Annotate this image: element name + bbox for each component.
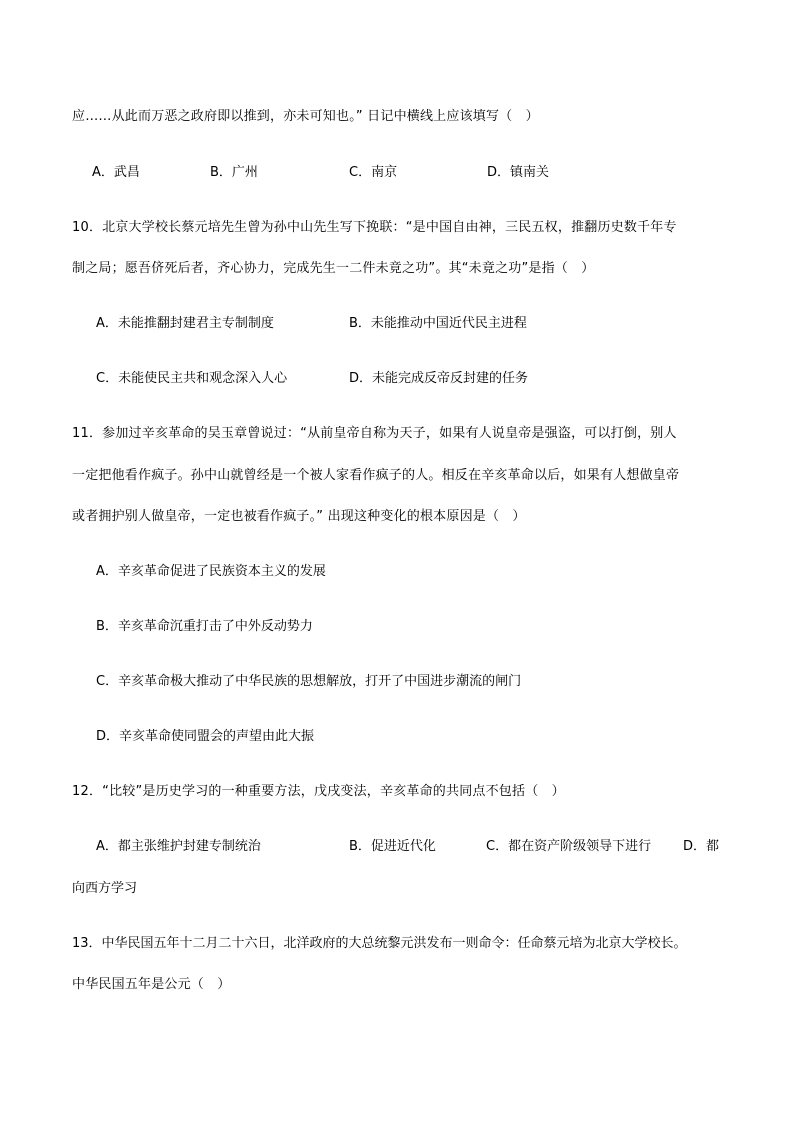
q12-option-b: B．促进近代化 — [349, 839, 436, 854]
q11-option-a: A．辛亥革命促进了民族资本主义的发展 — [96, 564, 326, 579]
q12-option-d: D．都 — [683, 839, 720, 854]
q9-option-b: B．广州 — [210, 165, 258, 180]
q11-line-1: 11．参加过辛亥革命的吴玉章曾说过：“从前皇帝自称为天子，如果有人说皇帝是强盗，可以打倒，别人 — [72, 426, 677, 441]
q13-line-1: 13．中华民国五年十二月二十六日，北洋政府的大总统黎元洪发布一则命令：任命蔡元培为北京大学校长。 — [72, 936, 687, 951]
q10-line-1: 10．北京大学校长蔡元培先生曾为孙中山先生写下挽联：“是中国自由神，三民五权，推翻历史数千年专 — [72, 220, 677, 235]
q11-option-d: D．辛亥革命使同盟会的声望由此大振 — [96, 729, 315, 744]
q12-option-a: A．都主张维护封建专制统治 — [96, 839, 261, 854]
q9-line-end: 应……从此而万恶之政府即以推到，亦未可知也。” 日记中横线上应该填写（ ） — [72, 109, 539, 124]
q10-option-a: A．未能推翻封建君主专制制度 — [96, 316, 274, 331]
q9-option-d: D．镇南关 — [487, 165, 550, 180]
q13-line-2: 中华民国五年是公元（ ） — [72, 977, 231, 992]
q12-option-c: C．都在资产阶级领导下进行 — [486, 839, 652, 854]
q12-line: 12．“比较”是历史学习的一种重要方法，戊戌变法，辛亥革命的共同点不包括（ ） — [72, 784, 565, 799]
q12-option-d-continued: 向西方学习 — [72, 881, 138, 896]
q10-option-b: B．未能推动中国近代民主进程 — [349, 316, 527, 331]
q10-line-2: 制之局；愿吾侪死后者，齐心协力，完成先生一二件未竟之功”。其“未竟之功”是指（ ） — [72, 261, 595, 276]
q10-option-d: D．未能完成反帝反封建的任务 — [349, 371, 529, 386]
q9-option-a: A．武昌 — [92, 165, 140, 180]
q11-option-b: B．辛亥革命沉重打击了中外反动势力 — [96, 619, 313, 634]
q9-option-c: C．南京 — [349, 165, 398, 180]
q11-line-2: 一定把他看作疯子。孙中山就曾经是一个被人家看作疯子的人。相反在辛亥革命以后，如果有人想做皇帝 — [72, 468, 680, 483]
q10-option-c: C．未能使民主共和观念深入人心 — [96, 371, 288, 386]
q11-line-3: 或者拥护别人做皇帝，一定也被看作疯子。” 出现这种变化的根本原因是（ ） — [72, 509, 526, 524]
q11-option-c: C．辛亥革命极大推动了中华民族的思想解放，打开了中国进步潮流的闸门 — [96, 674, 522, 689]
